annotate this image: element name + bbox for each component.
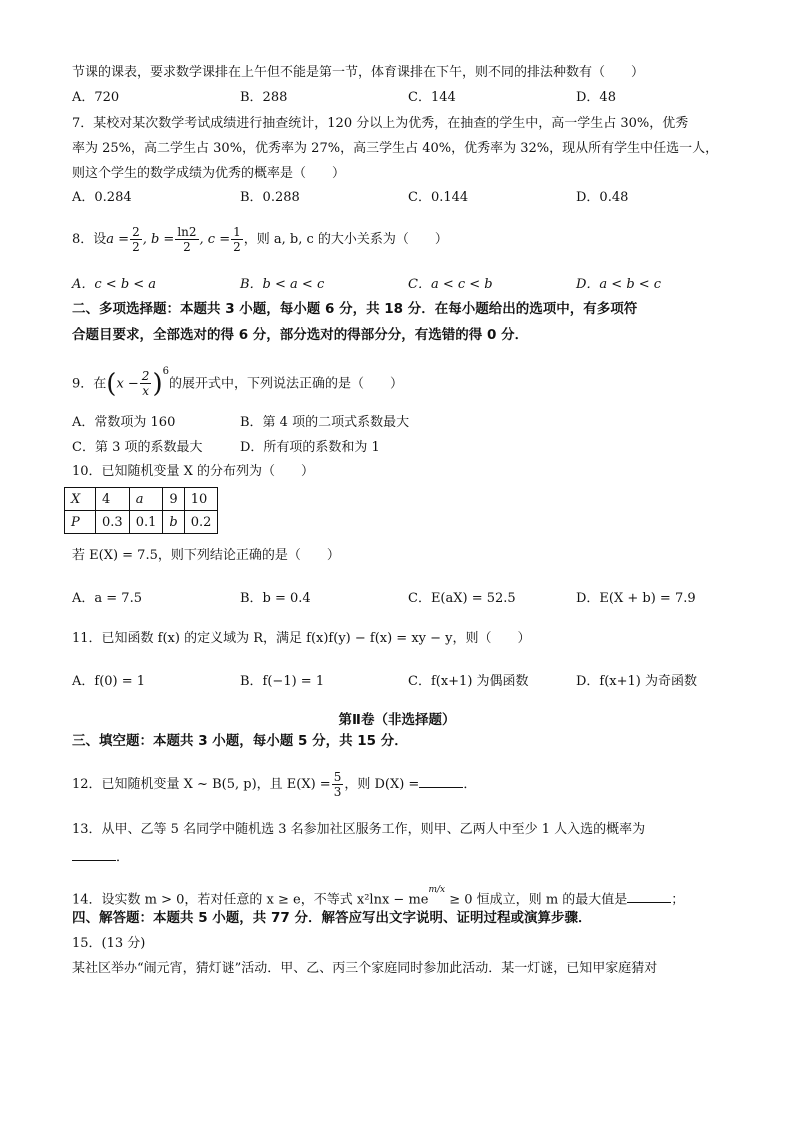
q9-left-paren: ( [106,368,117,399]
q8-stem [72,223,448,257]
q8-option-d: D．a < b < c [576,277,662,292]
table-cell: X [65,488,96,511]
q13-line-1: 13．从甲、乙等 5 名同学中随机选 3 名参加社区服务工作，则甲、乙两人中至少 1 人入选的概率为 [72,822,646,837]
q6-stem-tail: 节课的课表，要求数学课排在上午但不能是第一节，体育课排在下午，则不同的排法种数有（ ） [72,65,645,80]
q9-prefix: 9．在 [72,376,107,392]
q8-b-fraction: $\frac{\ln 2}{2}$ [177,225,197,254]
q8-option-b: B．b < a < c [240,277,325,292]
q7-line-3: 则这个学生的数学成绩为优秀的概率是（ ） [72,166,346,181]
section-2-heading-line-2: 合题目要求，全部选对的得 6 分，部分选对的得部分分，有选错的得 0 分． [72,327,529,343]
q6-option-c: C．144 [408,90,456,105]
q9-option-d: D．所有项的系数和为 1 [240,440,380,455]
table-row [65,488,218,511]
q8-option-a: A．c < b < a [72,277,157,292]
table-cell: 0.3 [96,511,130,534]
q8-c-fraction: $\frac{1}{2}$ [233,225,241,254]
q7-option-c: C．0.144 [408,190,469,205]
q8-c-lhs: , c = [199,232,231,247]
q9-right-paren: ) [152,368,163,399]
q6-options [72,90,732,106]
table-cell: 0.1 [129,511,163,534]
q6-option-d: D．48 [576,90,616,105]
q13-answer-blank[interactable] [72,847,116,861]
q14-mid: ≥ 0 恒成立，则 m 的最大值是 [445,892,628,908]
q7-options [72,190,732,206]
q14-answer-blank[interactable] [627,889,671,903]
q10-option-a: A．a = 7.5 [72,591,142,606]
table-cell: P [65,511,96,534]
q12-answer-blank[interactable] [419,774,463,788]
q9-option-b: B．第 4 项的二项式系数最大 [240,415,410,430]
q11-stem: 11．已知函数 f(x) 的定义域为 R，满足 f(x)f(y) − f(x) = xy − y，则（ ） [72,631,531,646]
q10-option-d: D．E(X + b) = 7.9 [576,591,696,606]
section-2-heading-line-1: 二、多项选择题：本题共 3 小题，每小题 6 分，共 18 分．在每小题给出的选项中，有多项符 [72,301,638,317]
q7-line-1: 7．某校对某次数学考试成绩进行抽查统计，120 分以上为优秀，在抽查的学生中，高一学生占 30%，优秀 [72,116,689,131]
table-cell: a [129,488,163,511]
q7-line-2: 率为 25%，高二学生占 30%，优秀率为 27%，高三学生占 40%，优秀率为 32%，现从所有学生中任选一人， [72,141,719,156]
q8-b-lhs: , b = [142,232,175,247]
q12-fraction: $\frac{5}{3}$ [333,770,342,799]
q14-stem [72,885,684,907]
table-cell: b [163,511,184,534]
q7-option-a: A．0.284 [72,190,132,205]
q7-option-b: B．0.288 [240,190,300,205]
section-3-heading: 三、填空题：本题共 3 小题，每小题 5 分，共 15 分． [72,733,408,749]
q11-option-a: A．f(0) = 1 [72,674,146,689]
q12-end: ． [463,777,477,792]
q9-power: 6 [162,366,169,377]
table-cell: 0.2 [184,511,218,534]
table-cell: 9 [163,488,184,511]
part-2-title: 第Ⅱ卷（非选择题） [338,712,456,728]
q10-option-c: C．E(aX) = 52.5 [408,591,516,606]
q9-inner-x: x − [116,376,139,392]
q11-option-b: B．f(−1) = 1 [240,674,325,689]
q8-options [72,277,732,293]
q9-stem [72,360,403,400]
table-row [65,511,218,534]
q10-distribution-table [64,487,218,534]
q6-option-b: B．288 [240,90,288,105]
q10-condition: 若 E(X) = 7.5，则下列结论正确的是（ ） [72,548,340,563]
q9-option-a: A．常数项为 160 [72,415,176,430]
q14-end: ； [671,892,685,908]
section-4-heading: 四、解答题：本题共 5 小题，共 77 分．解答应写出文字说明、证明过程或演算步骤． [72,910,592,926]
q13-line-2 [72,847,129,866]
q9-suffix: 的展开式中，下列说法正确的是（ ） [168,376,403,392]
q11-options [72,674,732,690]
q9-option-c: C．第 3 项的系数最大 [72,440,203,455]
q7-option-d: D．0.48 [576,190,629,205]
q12-stem [72,768,476,802]
q10-stem: 10．已知随机变量 X 的分布列为（ ） [72,464,315,479]
q10-option-b: B．b = 0.4 [240,591,311,606]
q8-suffix: ，则 a, b, c 的大小关系为（ ） [243,232,448,247]
q14-exponent: m/x [428,885,446,895]
q14-prefix: 14．设实数 m > 0，若对任意的 x ≥ e，不等式 x²lnx − me [72,892,429,908]
q9-fraction: $\frac{2}{x}$ [141,369,150,399]
q8-a-fraction: $\frac{2}{2}$ [132,225,140,254]
q11-option-d: D．f(x+1) 为奇函数 [576,674,698,689]
q10-options [72,591,732,607]
q12-suffix: ，则 D(X) = [344,777,420,792]
q11-option-c: C．f(x+1) 为偶函数 [408,674,529,689]
q9-options-row-2 [72,440,732,456]
table-cell: 10 [184,488,218,511]
q8-a-lhs: a = [106,232,130,247]
q8-prefix: 8．设 [72,232,107,247]
q15-head: 15．(13 分) [72,936,146,951]
q6-option-a: A．720 [72,90,120,105]
q15-line-1: 某社区举办“闹元宵，猜灯谜”活动．甲、乙、丙三个家庭同时参加此活动．某一灯谜，已知甲家庭猜对 [72,961,658,976]
q13-end: ． [116,850,130,865]
q8-option-c: C．a < c < b [408,277,493,292]
table-cell: 4 [96,488,130,511]
q9-options-row-1 [72,415,732,431]
q12-prefix: 12．已知随机变量 X ~ B(5, p)，且 E(X) = [72,777,331,792]
